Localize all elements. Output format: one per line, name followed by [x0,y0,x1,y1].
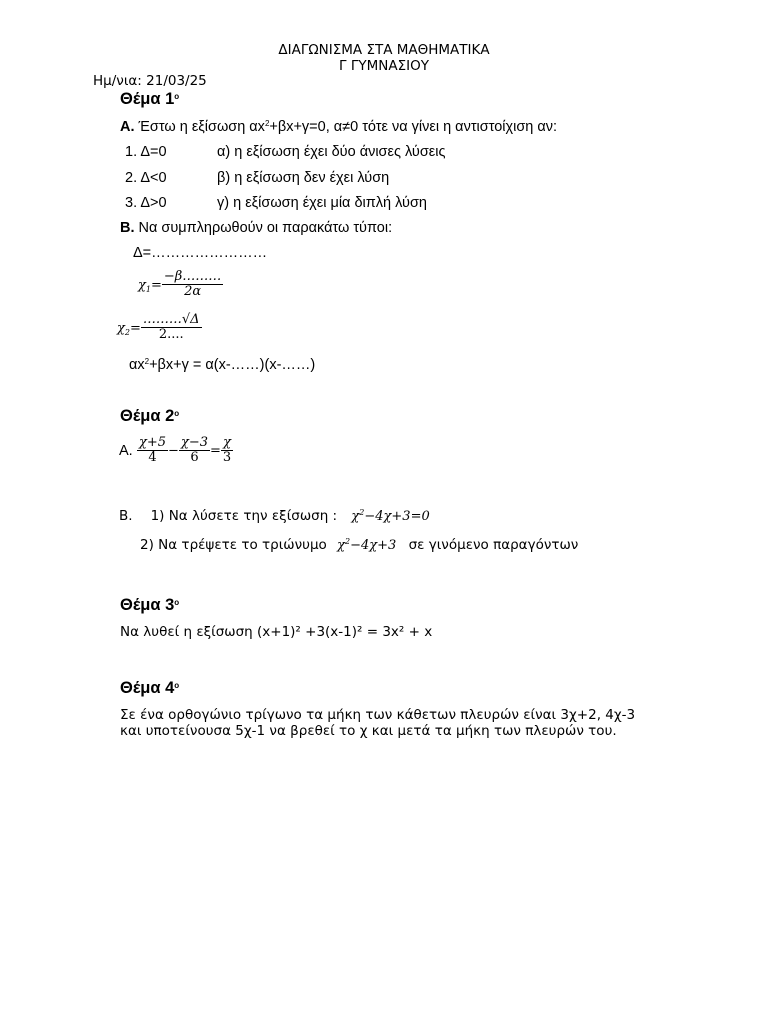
match-left-2: 2. Δ<0 [125,170,167,186]
match-right-3: γ) η εξίσωση έχει μία διπλή λύση [217,195,427,211]
topic-2-heading: Θέμα $2^o$ [120,407,180,425]
topic-2-part-b1: Β. 1) Να λύσετε την εξίσωση : $\chi^2-4\chi+3=0$ [119,508,430,524]
topic-4-heading: Θέμα $4^o$ [120,679,180,697]
match-right-1: α) η εξίσωση έχει δύο άνισες λύσεις [217,144,446,160]
x2-formula: $\chi_2=$ $\frac{\dots\dots\dots√\Delta}{2....}$ [117,312,200,343]
x1-numerator: −β……… [163,269,222,284]
x1-formula: $\chi_1=$ $\frac{-\beta\dots\dots\dots}{2\alpha}$ [138,269,222,300]
exam-date: Ημ/νια: 21/03/25 [93,73,207,89]
x2-numerator: ………√Δ [142,312,200,327]
topic-4-line-2: και υποτείνουσα 5χ-1 να βρεθεί το χ και μετά τα μήκη των πλευρών του. [120,723,617,739]
topic-4-line-1: Σε ένα ορθογώνιο τρίγωνο τα μήκη των κάθετων πλευρών είναι 3χ+2, 4χ-3 [120,707,636,723]
topic-2-part-b2: 2) Να τρέψετε το τριώνυμο $\chi^2-4\chi+3$ σε γινόμενο παραγόντων [140,537,579,553]
topic-1-part-a: Α. Έστω η εξίσωση $\alpha x^2+\beta x+\gamma=0$, α≠0 τότε να γίνει η αντιστοίχιση αν: [120,119,558,135]
topic-3-heading: Θέμα $3^o$ [120,596,180,614]
factorization-formula: $\alpha x^2+\beta x+\gamma$ = α(x-……)(x-……) [129,357,316,373]
topic-1-heading: Θέμα $1^o$ [120,90,180,108]
match-right-2: β) η εξίσωση δεν έχει λύση [217,170,390,186]
topic-2-part-a: Α. $\frac{\chi+5}{4}$ − $\frac{\chi-3}{6}$ = $\frac{\chi}{3}$ [119,435,232,466]
delta-formula: Δ=…………………… [133,245,268,261]
match-left-1: 1. Δ=0 [125,144,167,160]
x2-denominator: 2.... [158,327,184,343]
topic-3-text: Να λυθεί η εξίσωση (x+1)² +3(x-1)² = 3x² + x [120,624,433,640]
exam-title: ΔΙΑΓΩΝΙΣΜΑ ΣΤΑ ΜΑΘΗΜΑΤΙΚΑ [278,42,490,58]
match-left-3: 3. Δ>0 [125,195,167,211]
x1-denominator: 2α [184,284,202,300]
class-name: Γ ΓΥΜΝΑΣΙΟΥ [339,58,429,74]
topic-1-part-b: Β. Να συμπληρωθούν οι παρακάτω τύποι: [120,220,393,236]
